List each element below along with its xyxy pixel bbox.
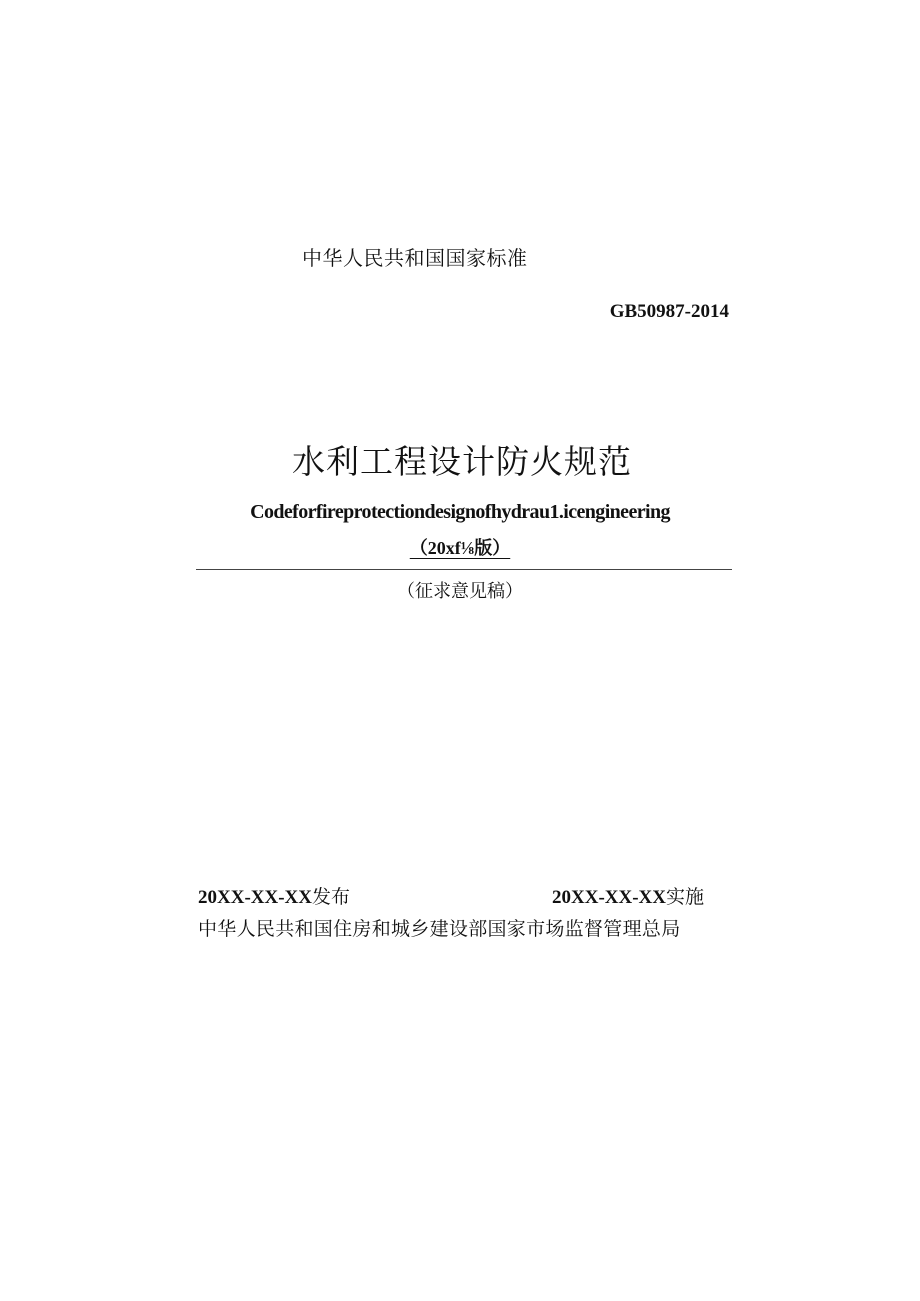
implement-label: 实施 (665, 886, 704, 908)
edition-label (0, 534, 920, 560)
draft-status: （征求意见稿） (397, 581, 523, 602)
english-title: Codeforfireprotectiondesignofhydrau1.icengineering (250, 501, 670, 523)
issuing-authority: 中华人民共和国住房和城乡建设部国家市场监督管理总局 (198, 918, 681, 940)
edition-text: （20xf⅛版） (409, 538, 511, 558)
document-title (0, 436, 920, 483)
national-standard-heading: 中华人民共和国国家标准 (302, 246, 528, 270)
publish-date-line (198, 882, 350, 909)
publish-date: 20XX-XX-XX (198, 887, 312, 908)
title-divider (196, 569, 732, 570)
implement-date-line (552, 882, 704, 909)
publish-label: 发布 (311, 886, 350, 908)
document-title-text: 水利工程设计防火规范 (292, 442, 632, 481)
implement-date: 20XX-XX-XX (552, 887, 666, 908)
standard-number: GB50987-2014 (609, 301, 729, 322)
